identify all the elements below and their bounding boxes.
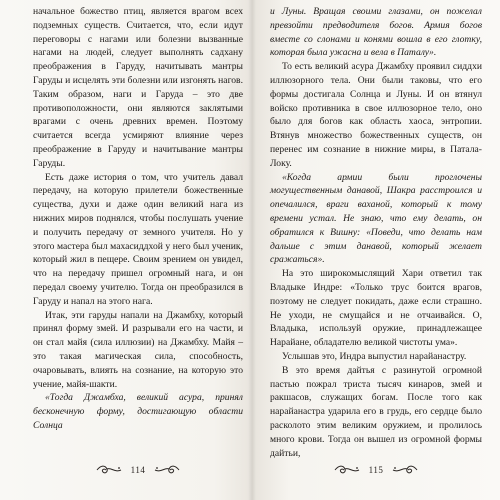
quote-paragraph: и Луны. Вращая своими глазами, он пожелал превзойти предводителя богов. Армия богов вместе со слонами и конями вошла в его глотку, которая была ужасна и вела в Паталу».	[270, 6, 482, 59]
left-page-footer	[33, 459, 243, 481]
ornament-right-icon	[153, 464, 181, 476]
ornament-left-icon	[95, 464, 123, 476]
paragraph: На это широкомыслящий Хари ответил так Владыке Индре: «Только трус боится врагов, поэтому не следует покидать, даже если страшно. Не уходи, не смущайся и не отчаивайся. О, Владыка, используй оружие, принадлежащее Нарайане, обладателю великой чистоты ума».	[270, 268, 482, 349]
page-number: 115	[368, 465, 384, 475]
paragraph: Итак, эти гаруды напали на Джамбху, который принял форму змей. И разрывали его на части, и он стал майя (сила иллюзии) на Джамбху. Майя – это такая магическая сила, способность, очаровывать, влиять на сознание, на которую это учение, майя-шакти.	[33, 309, 243, 390]
book-gutter	[248, 0, 256, 500]
paragraph: Есть даже история о том, что учитель давал передачу, на которую прилетели божественные существа, духи и даже один великий нага из нижних миров поднялся, чтобы послушать учение и получить передачу от земного учителя. Но у этого мастера был махасиддхой у него был ученик, который жил в пещере. Своим зрением он увидел, что на передачу пришел огромный нага, и он передал своему учителю. Тогда он преобразился в Гаруду и напал на этого нага.	[33, 171, 243, 307]
paragraph: Услышав это, Индра выпустил нарайанастру.	[282, 350, 467, 362]
right-page-text	[270, 5, 482, 460]
paragraph: В это время дайтья с разинутой огромной пастью пожрал триста тысяч кинаров, змей и ракшасов, служащих богам. После того как нарайанастра ударила его в грудь, его сердце было расколото этим великим оружием, и пролилось много крови. Тогда он вышел из огромной формы дайтьи,	[270, 364, 482, 459]
paragraph: То есть великий асура Джамбху проявил сиддхи иллюзорного тела. Они были таковы, что его формы достигала Солнца и Луны. И он втянул войско противника в свое иллюзорное тело, оно было для богов как область хаоса, энтропии. Втянув множество божественных существ, он перенес им сознание в нижние миры, в Патала-Локу.	[270, 61, 482, 169]
paragraph: начальное божество птиц, является врагом всех подземных существ. Считается, что, если идут переговоры с нагами или болезни вызванные нагами на людей, следует выполнять садхану преображения в Гаруду, начитывать мантры Гаруды и исцелять эти болезни или изгонять нагов. Таким образом, наги и Гаруда – это две противоположности, они являются заклятыми врагами с очень древних времен. Поэтому считается всегда усмиряют влияние через преображение в Гаруду и начитывание мантры Гаруды.	[33, 6, 243, 169]
ornament-left-icon	[333, 464, 361, 476]
page-number: 114	[130, 465, 146, 475]
right-page	[252, 0, 500, 500]
ornament-right-icon	[391, 464, 419, 476]
right-page-footer	[270, 459, 482, 481]
quote-paragraph: «Тогда Джамбха, великий асура, принял бесконечную форму, достигающую области Солнца	[33, 392, 243, 431]
left-page-text	[33, 5, 243, 433]
quote-paragraph: «Когда армии были проглочены могущественным данавой, Шакра расстроился и опечалился, враги ваханой, который к тому времени устал. Не знаю, что ему делать, он обратился к Вишну: «Поведи, что делать нам дальше с этим данавой, который желает сражаться».	[270, 171, 482, 266]
